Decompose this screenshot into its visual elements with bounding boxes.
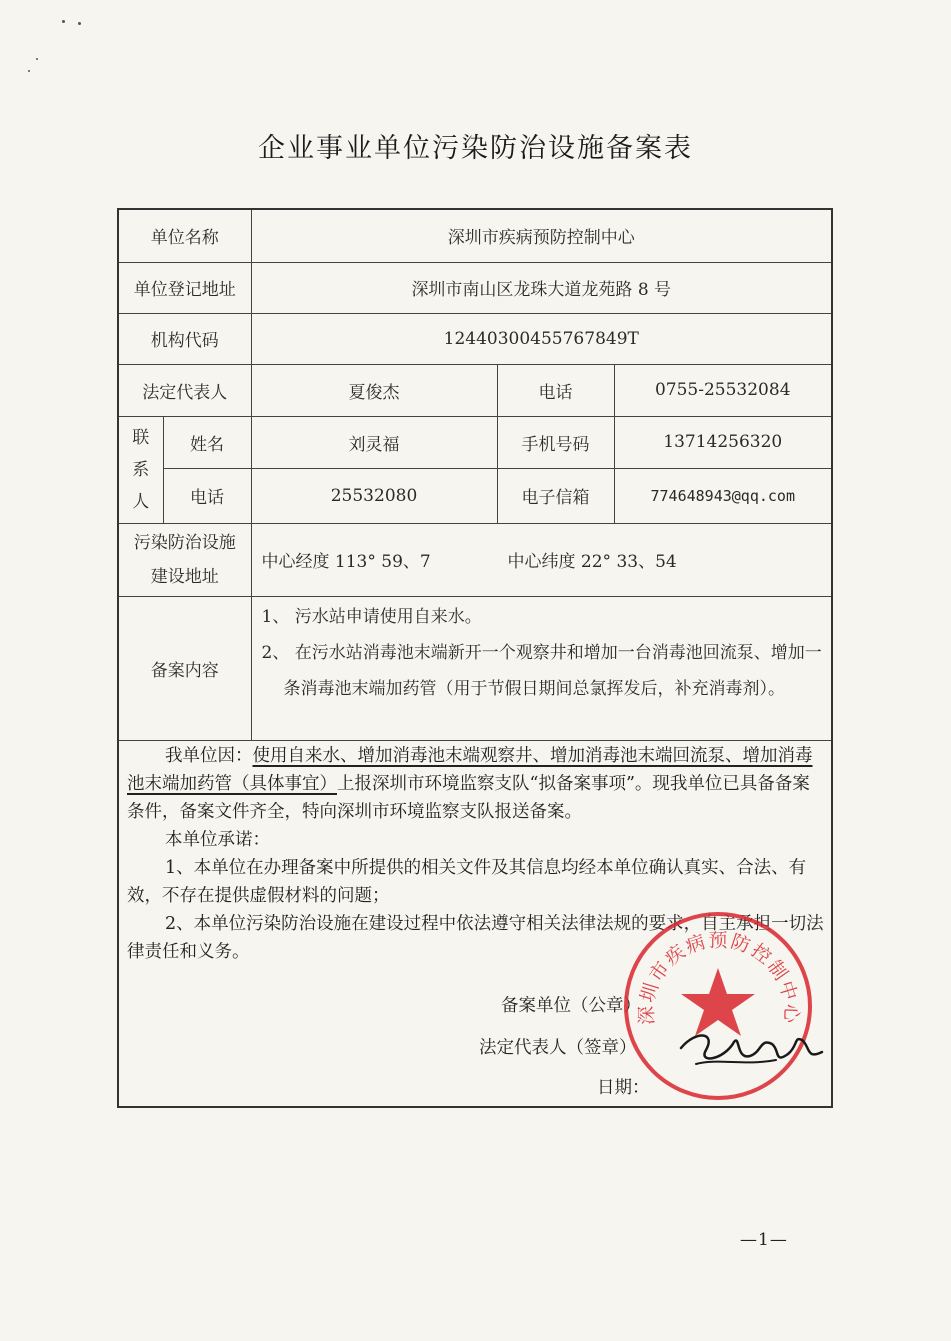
row-facility-location [119, 523, 831, 596]
legal-rep-phone-label: 电话 [497, 364, 614, 416]
row-org-code [119, 313, 831, 364]
scan-speck [78, 22, 81, 25]
contact-group-label [119, 416, 163, 523]
facility-label-line: 污染防治设施 [133, 532, 236, 553]
form-table [119, 210, 831, 741]
legal-rep-phone-value: 0755-25532084 [614, 364, 831, 416]
contact-char: 系 [132, 459, 150, 480]
facility-latitude: 中心纬度 22° 33、54 [507, 552, 677, 572]
rep-sign-label: 法定代表人（签章） [479, 1038, 637, 1058]
contact-mobile-label: 手机号码 [497, 416, 614, 468]
record-label: 备案内容 [119, 596, 251, 740]
declaration-underlined: 使用自来水、增加消毒池末端观察井、增加消毒池末端回流泵、增加消毒池末端加药管（具体事宜） [127, 746, 813, 794]
record-item: 2、 在污水站消毒池末端新开一个观察井和增加一台消毒池回流泵、增加一条消毒池末端加药管（用于节假日期间总氯挥发后，补充消毒剂）。 [261, 642, 822, 699]
contact-mobile-value: 13714256320 [614, 416, 831, 468]
promise-item-2: 2、本单位污染防治设施在建设过程中依法遵守相关法律法规的要求，自主承担一切法律责任和义务。 [127, 914, 824, 962]
row-contact-name [119, 416, 831, 468]
row-contact-phone [119, 468, 831, 523]
facility-coordinates [251, 523, 831, 596]
contact-phone-label: 电话 [163, 468, 251, 523]
scan-speck [36, 58, 38, 60]
date-label: 日期： [597, 1078, 650, 1098]
address-value: 深圳市南山区龙珠大道龙苑路 8 号 [251, 262, 831, 313]
record-content [251, 596, 831, 740]
address-label: 单位登记地址 [119, 262, 251, 313]
contact-name-value: 刘灵福 [251, 416, 497, 468]
promise-item-1: 1、本单位在办理备案中所提供的相关文件及其信息均经本单位确认真实、合法、有效，不存在提供虚假材料的问题； [127, 858, 807, 906]
declaration-prefix: 我单位因： [165, 746, 253, 766]
org-code-label: 机构代码 [119, 313, 251, 364]
contact-char: 联 [132, 427, 150, 448]
org-code-value: 12440300455767849T [251, 313, 831, 364]
contact-email-label: 电子信箱 [497, 468, 614, 523]
unit-seal-label: 备案单位（公章） [501, 996, 641, 1016]
contact-email-value: 774648943@qq.com [614, 468, 831, 523]
page-number: —1— [740, 1230, 788, 1250]
promise-title: 本单位承诺： [165, 830, 270, 850]
legal-rep-label: 法定代表人 [119, 364, 251, 416]
record-item: 1、 污水站申请使用自来水。 [261, 606, 482, 627]
declaration-suffix: 上报深圳市环境监察支队“拟备案事项”。现我单位已具备备案条件，备案文件齐全，特向深圳市环境监察支队报送备案。 [127, 774, 810, 822]
unit-name-label: 单位名称 [119, 210, 251, 262]
row-legal-rep [119, 364, 831, 416]
handwritten-signature [676, 1020, 826, 1080]
facility-label [119, 523, 251, 596]
row-address [119, 262, 831, 313]
contact-phone-value: 25532080 [251, 468, 497, 523]
scan-speck [28, 70, 30, 72]
document-title: 企业事业单位污染防治设施备案表 [258, 133, 693, 164]
contact-name-label: 姓名 [163, 416, 251, 468]
unit-name-value: 深圳市疾病预防控制中心 [251, 210, 831, 262]
contact-char: 人 [132, 491, 150, 512]
scan-speck [62, 20, 65, 23]
row-record-content [119, 596, 831, 740]
stamp-text: 深圳市疾病预防控制中心 [635, 929, 803, 1026]
facility-label-line: 建设地址 [150, 566, 219, 587]
facility-longitude: 中心经度 113° 59、7 [261, 552, 431, 572]
row-unit-name [119, 210, 831, 262]
declaration-paragraph [127, 742, 825, 826]
legal-rep-value: 夏俊杰 [251, 364, 497, 416]
